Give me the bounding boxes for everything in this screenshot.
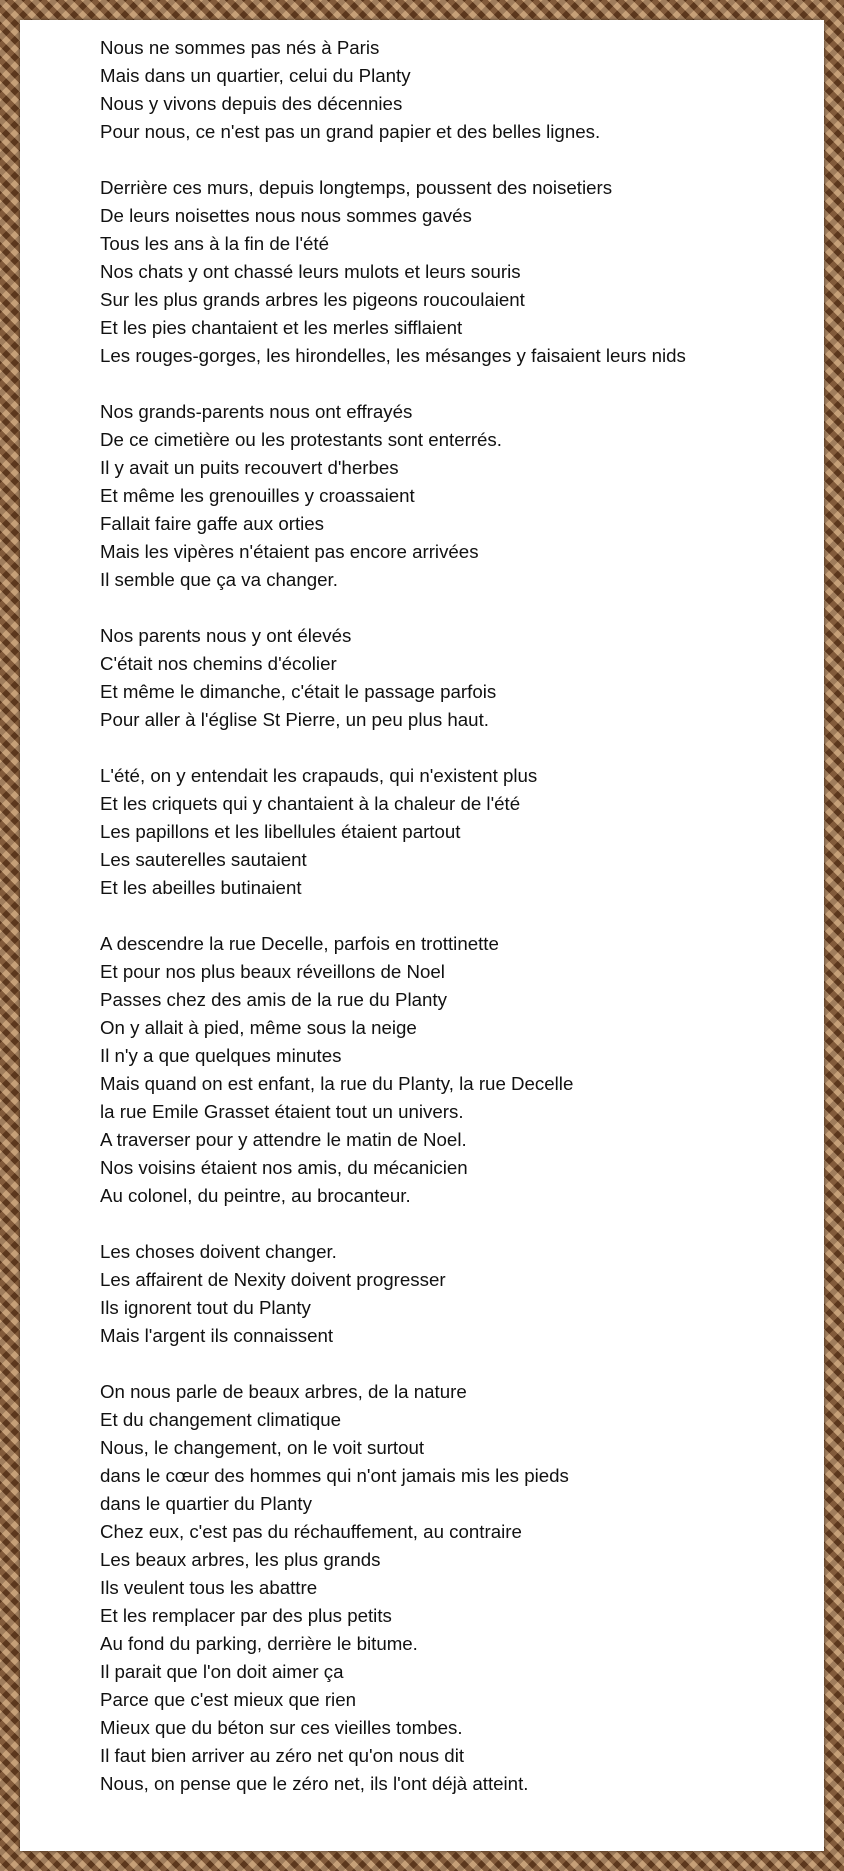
poem-line: Les rouges-gorges, les hirondelles, les mésanges y faisaient leurs nids	[100, 345, 686, 366]
poem-line: Mais l'argent ils connaissent	[100, 1325, 334, 1346]
stanza	[100, 174, 686, 370]
poem-line: On nous parle de beaux arbres, de la nature	[100, 1381, 467, 1402]
poem-text	[100, 34, 686, 1826]
poem-line: Pour nous, ce n'est pas un grand papier et des belles lignes.	[100, 121, 601, 142]
poem-line: A traverser pour y attendre le matin de Noel.	[100, 1129, 467, 1150]
poem-line: Nous ne sommes pas nés à Paris	[100, 37, 380, 58]
poem-line: Sur les plus grands arbres les pigeons roucoulaient	[100, 289, 525, 310]
poem-line: Au fond du parking, derrière le bitume.	[100, 1633, 418, 1654]
stanza	[100, 930, 686, 1210]
poem-line: Nos voisins étaient nos amis, du mécanicien	[100, 1157, 468, 1178]
poem-line: Les affairent de Nexity doivent progresser	[100, 1269, 446, 1290]
stanza	[100, 398, 686, 594]
poem-line: Les sauterelles sautaient	[100, 849, 307, 870]
stanza	[100, 762, 686, 902]
poem-line: Et les criquets qui y chantaient à la chaleur de l'été	[100, 793, 521, 814]
poem-line: Et les pies chantaient et les merles sifflaient	[100, 317, 463, 338]
poem-line: Les choses doivent changer.	[100, 1241, 337, 1262]
poem-line: Il y avait un puits recouvert d'herbes	[100, 457, 399, 478]
poem-line: Nos chats y ont chassé leurs mulots et leurs souris	[100, 261, 521, 282]
poem-line: C'était nos chemins d'écolier	[100, 653, 337, 674]
poem-line: Mais quand on est enfant, la rue du Planty, la rue Decelle	[100, 1073, 574, 1094]
poem-line: Nos grands-parents nous ont effrayés	[100, 401, 413, 422]
poem-line: Il n'y a que quelques minutes	[100, 1045, 342, 1066]
stanza	[100, 34, 686, 146]
poem-line: Et même le dimanche, c'était le passage parfois	[100, 681, 497, 702]
poem-line: dans le quartier du Planty	[100, 1493, 312, 1514]
poem-line: Et pour nos plus beaux réveillons de Noel	[100, 961, 445, 982]
stanza	[100, 1238, 686, 1350]
poem-line: Parce que c'est mieux que rien	[100, 1689, 356, 1710]
poem-line: Nous, on pense que le zéro net, ils l'ont déjà atteint.	[100, 1773, 529, 1794]
stanza	[100, 1378, 686, 1798]
poem-page	[20, 20, 824, 1851]
poem-line: Et du changement climatique	[100, 1409, 342, 1430]
poem-line: Au colonel, du peintre, au brocanteur.	[100, 1185, 411, 1206]
poem-line: Derrière ces murs, depuis longtemps, poussent des noisetiers	[100, 177, 613, 198]
poem-line: Mieux que du béton sur ces vieilles tombes.	[100, 1717, 463, 1738]
poem-line: Fallait faire gaffe aux orties	[100, 513, 325, 534]
poem-line: Mais dans un quartier, celui du Planty	[100, 65, 411, 86]
poem-line: Pour aller à l'église St Pierre, un peu plus haut.	[100, 709, 489, 730]
poem-line: la rue Emile Grasset étaient tout un univers.	[100, 1101, 464, 1122]
poem-line: De leurs noisettes nous nous sommes gavés	[100, 205, 472, 226]
poem-line: Chez eux, c'est pas du réchauffement, au contraire	[100, 1521, 522, 1542]
poem-line: Et les abeilles butinaient	[100, 877, 302, 898]
poem-line: Les beaux arbres, les plus grands	[100, 1549, 381, 1570]
poem-line: De ce cimetière ou les protestants sont enterrés.	[100, 429, 502, 450]
poem-line: Il faut bien arriver au zéro net qu'on nous dit	[100, 1745, 465, 1766]
poem-line: Il semble que ça va changer.	[100, 569, 338, 590]
poem-line: Les papillons et les libellules étaient partout	[100, 821, 461, 842]
poem-line: A descendre la rue Decelle, parfois en trottinette	[100, 933, 499, 954]
poem-line: Mais les vipères n'étaient pas encore arrivées	[100, 541, 479, 562]
poem-line: Nous, le changement, on le voit surtout	[100, 1437, 425, 1458]
poem-line: Nos parents nous y ont élevés	[100, 625, 352, 646]
poem-line: Tous les ans à la fin de l'été	[100, 233, 329, 254]
poem-line: Et même les grenouilles y croassaient	[100, 485, 415, 506]
poem-line: L'été, on y entendait les crapauds, qui n'existent plus	[100, 765, 538, 786]
poem-line: On y allait à pied, même sous la neige	[100, 1017, 417, 1038]
poem-line: Et les remplacer par des plus petits	[100, 1605, 392, 1626]
poem-line: Passes chez des amis de la rue du Planty	[100, 989, 447, 1010]
poem-line: Ils veulent tous les abattre	[100, 1577, 318, 1598]
stanza	[100, 622, 686, 734]
poem-line: Il parait que l'on doit aimer ça	[100, 1661, 344, 1682]
poem-line: Nous y vivons depuis des décennies	[100, 93, 403, 114]
poem-line: Ils ignorent tout du Planty	[100, 1297, 311, 1318]
poem-line: dans le cœur des hommes qui n'ont jamais mis les pieds	[100, 1465, 569, 1486]
